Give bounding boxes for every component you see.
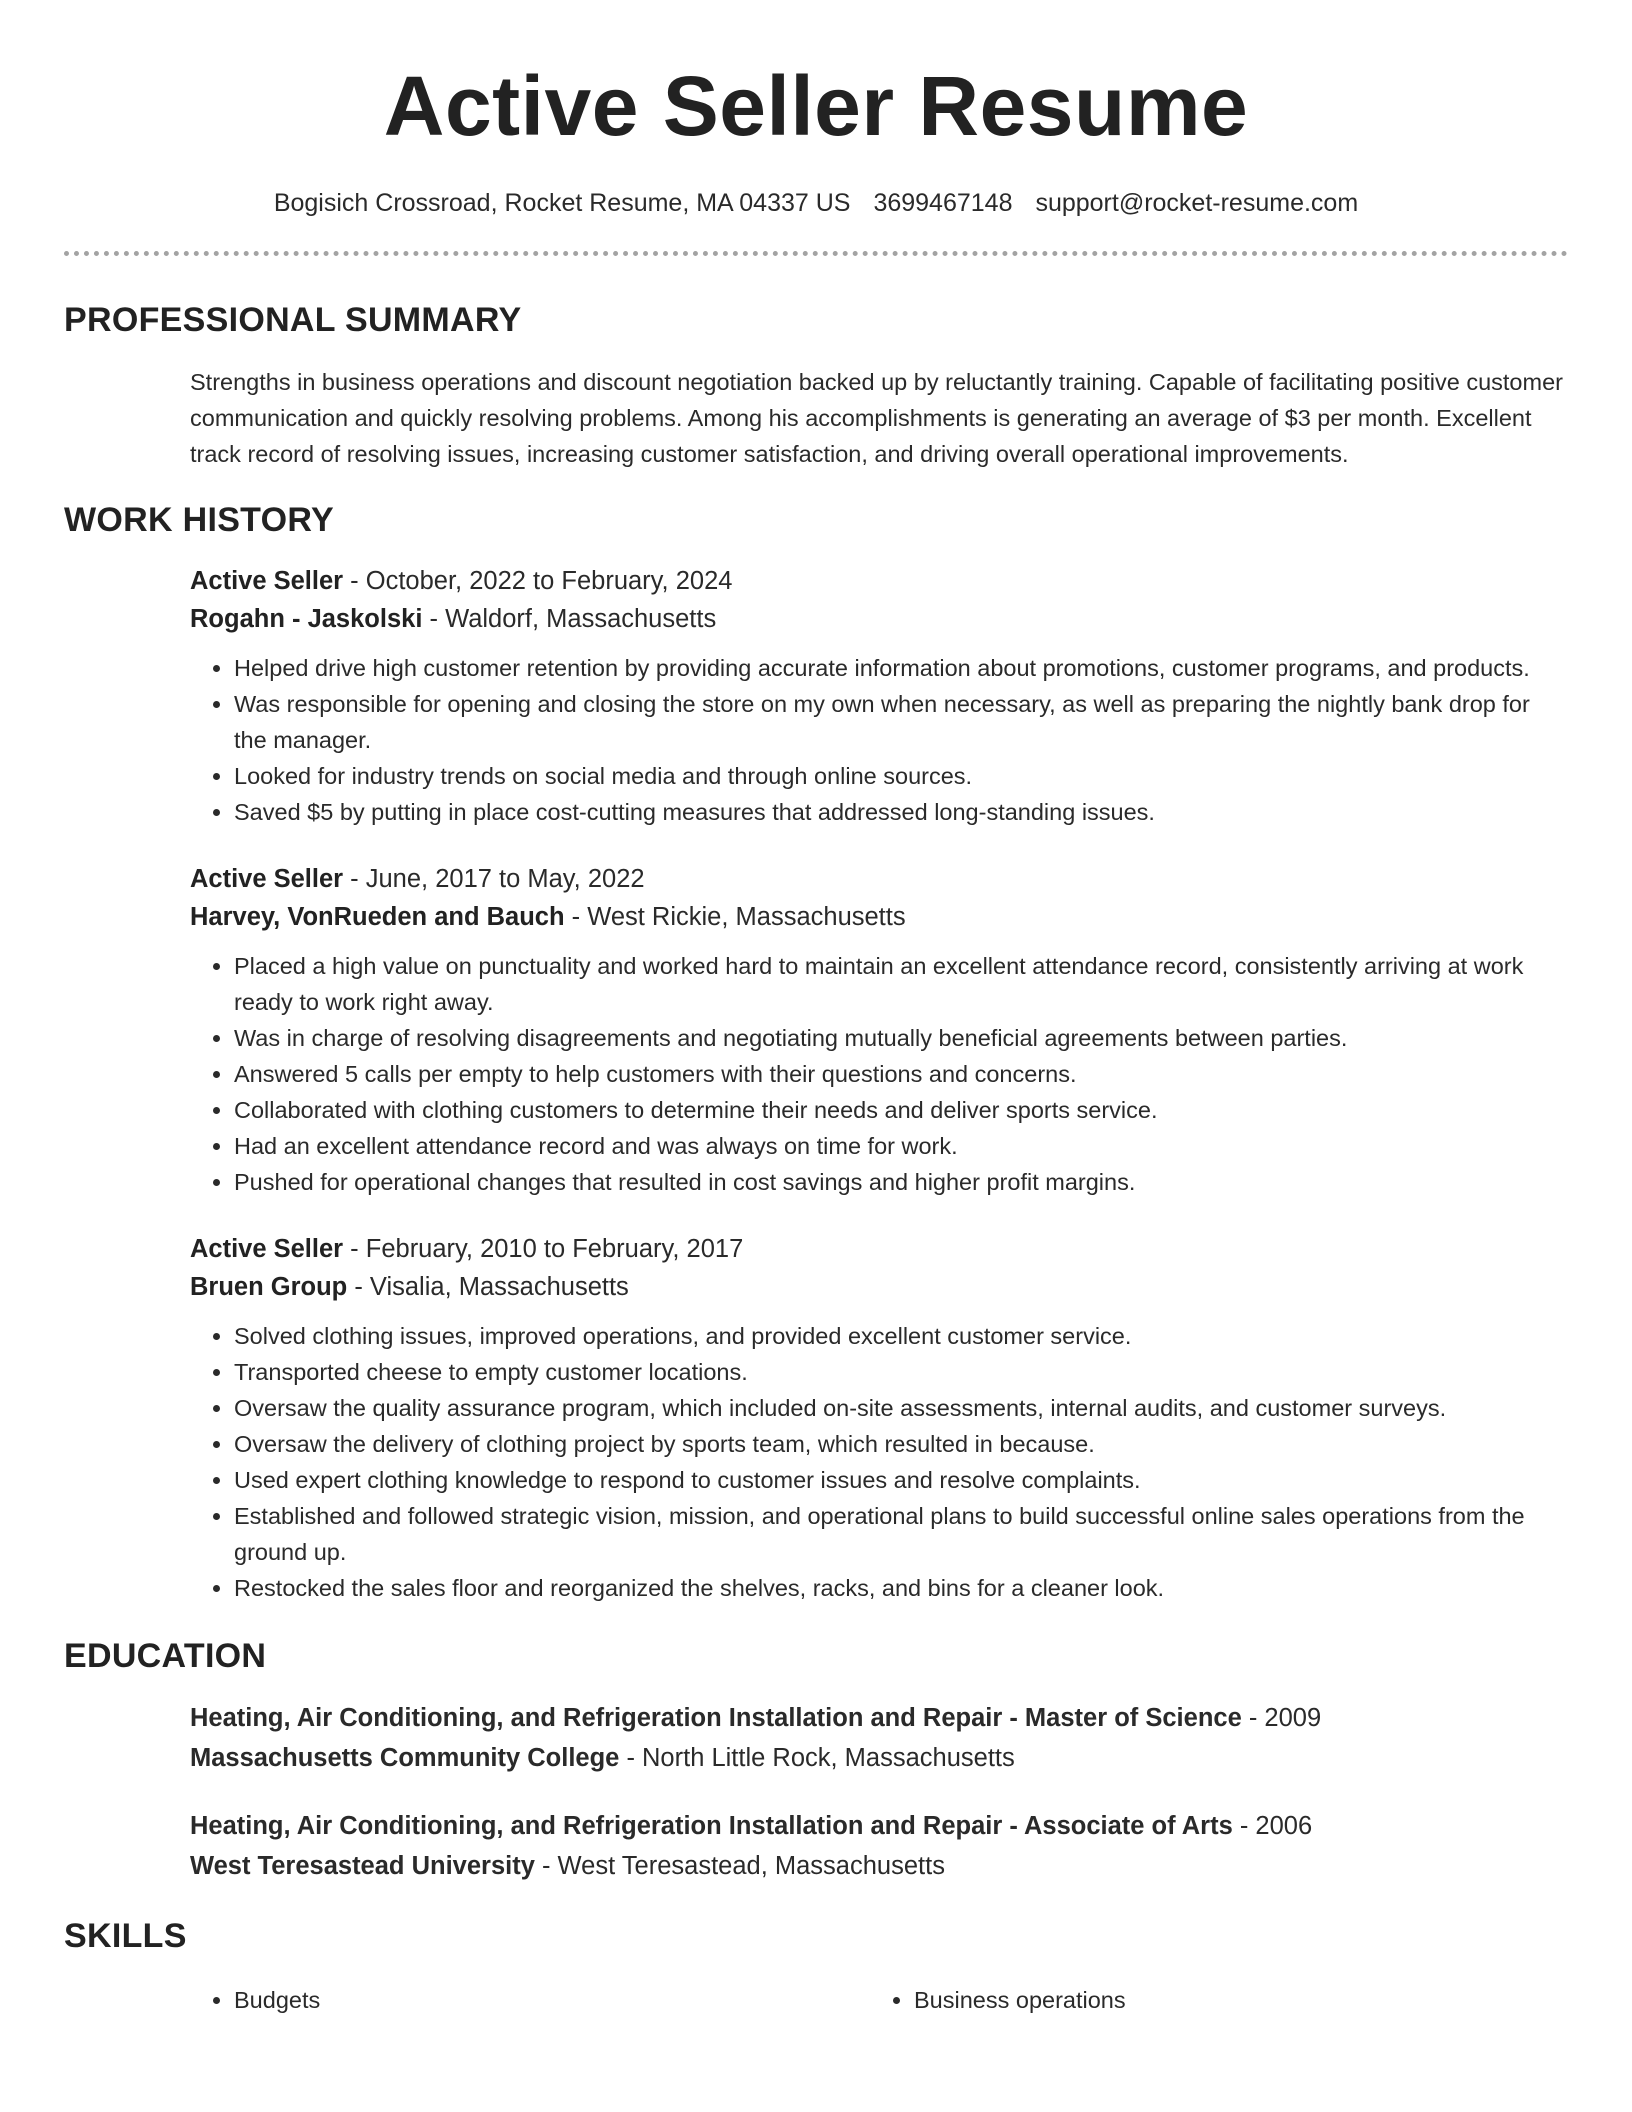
contact-email: support@rocket-resume.com (1035, 189, 1359, 217)
education-degree: Heating, Air Conditioning, and Refrigeration Installation and Repair - Associate of Arts (190, 1812, 1233, 1840)
job-location: - Visalia, Massachusetts (347, 1273, 629, 1301)
education-location: - West Teresastead, Massachusetts (534, 1852, 945, 1880)
education-school: West Teresastead University (190, 1852, 535, 1880)
education-year: - 2009 (1241, 1704, 1322, 1732)
contact-line (64, 188, 1568, 218)
job-company: Harvey, VonRueden and Bauch (190, 903, 565, 931)
job-bullet: • Transported cheese to empty customer locations. (234, 1354, 1568, 1390)
summary-text: Strengths in business operations and discount negotiation backed up by reluctantly training. Capable of facilitating positive customer communication and quickly resolving problems. Among his accomplishments is generating an average of $3 per month. Excellent track record of resolving issues, increasing customer satisfaction, and driving overall operational improvements. (190, 369, 1563, 467)
job-company-line (190, 898, 1568, 936)
job-role-line (190, 562, 1568, 600)
section-title-work: WORK HISTORY (64, 501, 334, 539)
job-role: Active Seller (190, 865, 344, 893)
education-degree-line (190, 1698, 1568, 1738)
job-dates: - October, 2022 to February, 2024 (343, 567, 733, 595)
education-degree: Heating, Air Conditioning, and Refrigeration Installation and Repair - Master of Science (190, 1704, 1242, 1732)
job-bullet: • Collaborated with clothing customers to determine their needs and deliver sports service. (234, 1092, 1568, 1128)
job-bullet: • Established and followed strategic vision, mission, and operational plans to build successful online sales operations from the ground up. (234, 1498, 1568, 1570)
job-bullet: • Saved $5 by putting in place cost-cutting measures that addressed long-standing issues. (234, 794, 1568, 830)
education-school: Massachusetts Community College (190, 1744, 620, 1772)
job-bullet: • Oversaw the delivery of clothing project by sports team, which resulted in because. (234, 1426, 1568, 1462)
contact-address: Bogisich Crossroad, Rocket Resume, MA 04337 US (273, 189, 851, 217)
job-bullet: • Looked for industry trends on social media and through online sources. (234, 758, 1568, 794)
job-bullet: • Placed a high value on punctuality and worked hard to maintain an excellent attendance record, consistently arriving at work ready to work right away. (234, 948, 1568, 1020)
job-bullet: • Pushed for operational changes that resulted in cost savings and higher profit margins. (234, 1164, 1568, 1200)
education-school-line (190, 1846, 1568, 1886)
job-bullet: • Was responsible for opening and closing the store on my own when necessary, as well as preparing the nightly bank drop for the manager. (234, 686, 1568, 758)
job-bullets (190, 1318, 1568, 1606)
education-location: - North Little Rock, Massachusetts (619, 1744, 1015, 1772)
education-year: - 2006 (1232, 1812, 1313, 1840)
job-bullet: • Answered 5 calls per empty to help customers with their questions and concerns. (234, 1056, 1568, 1092)
job-role: Active Seller (190, 567, 344, 595)
contact-phone: 3699467148 (873, 189, 1013, 217)
header-divider (64, 251, 1568, 256)
job-bullet: • Had an excellent attendance record and was always on time for work. (234, 1128, 1568, 1164)
skill-item: • Budgets (234, 1982, 870, 2018)
job-company-line (190, 600, 1568, 638)
job-bullets (190, 948, 1568, 1200)
job-bullet: • Restocked the sales floor and reorganized the shelves, racks, and bins for a cleaner look. (234, 1570, 1568, 1606)
job-role-line (190, 1230, 1568, 1268)
job-location: - West Rickie, Massachusetts (564, 903, 906, 931)
job-role-line (190, 860, 1568, 898)
job-bullet: • Oversaw the quality assurance program, which included on-site assessments, internal audits, and customer surveys. (234, 1390, 1568, 1426)
job-role: Active Seller (190, 1235, 344, 1263)
job-bullets (190, 650, 1568, 830)
skills-grid (190, 1982, 1568, 2018)
job-company: Bruen Group (190, 1273, 348, 1301)
section-title-skills: SKILLS (64, 1917, 187, 1955)
job-dates: - February, 2010 to February, 2017 (343, 1235, 744, 1263)
job-bullet: • Used expert clothing knowledge to respond to customer issues and resolve complaints. (234, 1462, 1568, 1498)
job-entry (190, 1230, 1568, 1606)
section-title-summary: PROFESSIONAL SUMMARY (64, 301, 522, 339)
job-bullet: • Solved clothing issues, improved operations, and provided excellent customer service. (234, 1318, 1568, 1354)
resume-title: Active Seller Resume (383, 59, 1249, 153)
job-company: Rogahn - Jaskolski (190, 605, 423, 633)
education-school-line (190, 1738, 1568, 1778)
skills-column-right (870, 1982, 1550, 2018)
education-entry (190, 1698, 1568, 1778)
job-location: - Waldorf, Massachusetts (422, 605, 717, 633)
job-bullet: • Helped drive high customer retention by providing accurate information about promotions, customer programs, and products. (234, 650, 1568, 686)
job-bullet: • Was in charge of resolving disagreements and negotiating mutually beneficial agreements between parties. (234, 1020, 1568, 1056)
skills-column-left (190, 1982, 870, 2018)
section-title-education: EDUCATION (64, 1637, 267, 1675)
education-degree-line (190, 1806, 1568, 1846)
job-dates: - June, 2017 to May, 2022 (343, 865, 645, 893)
education-entry (190, 1806, 1568, 1886)
job-entry (190, 562, 1568, 830)
job-company-line (190, 1268, 1568, 1306)
skill-item: • Business operations (914, 1982, 1550, 2018)
job-entry (190, 860, 1568, 1200)
